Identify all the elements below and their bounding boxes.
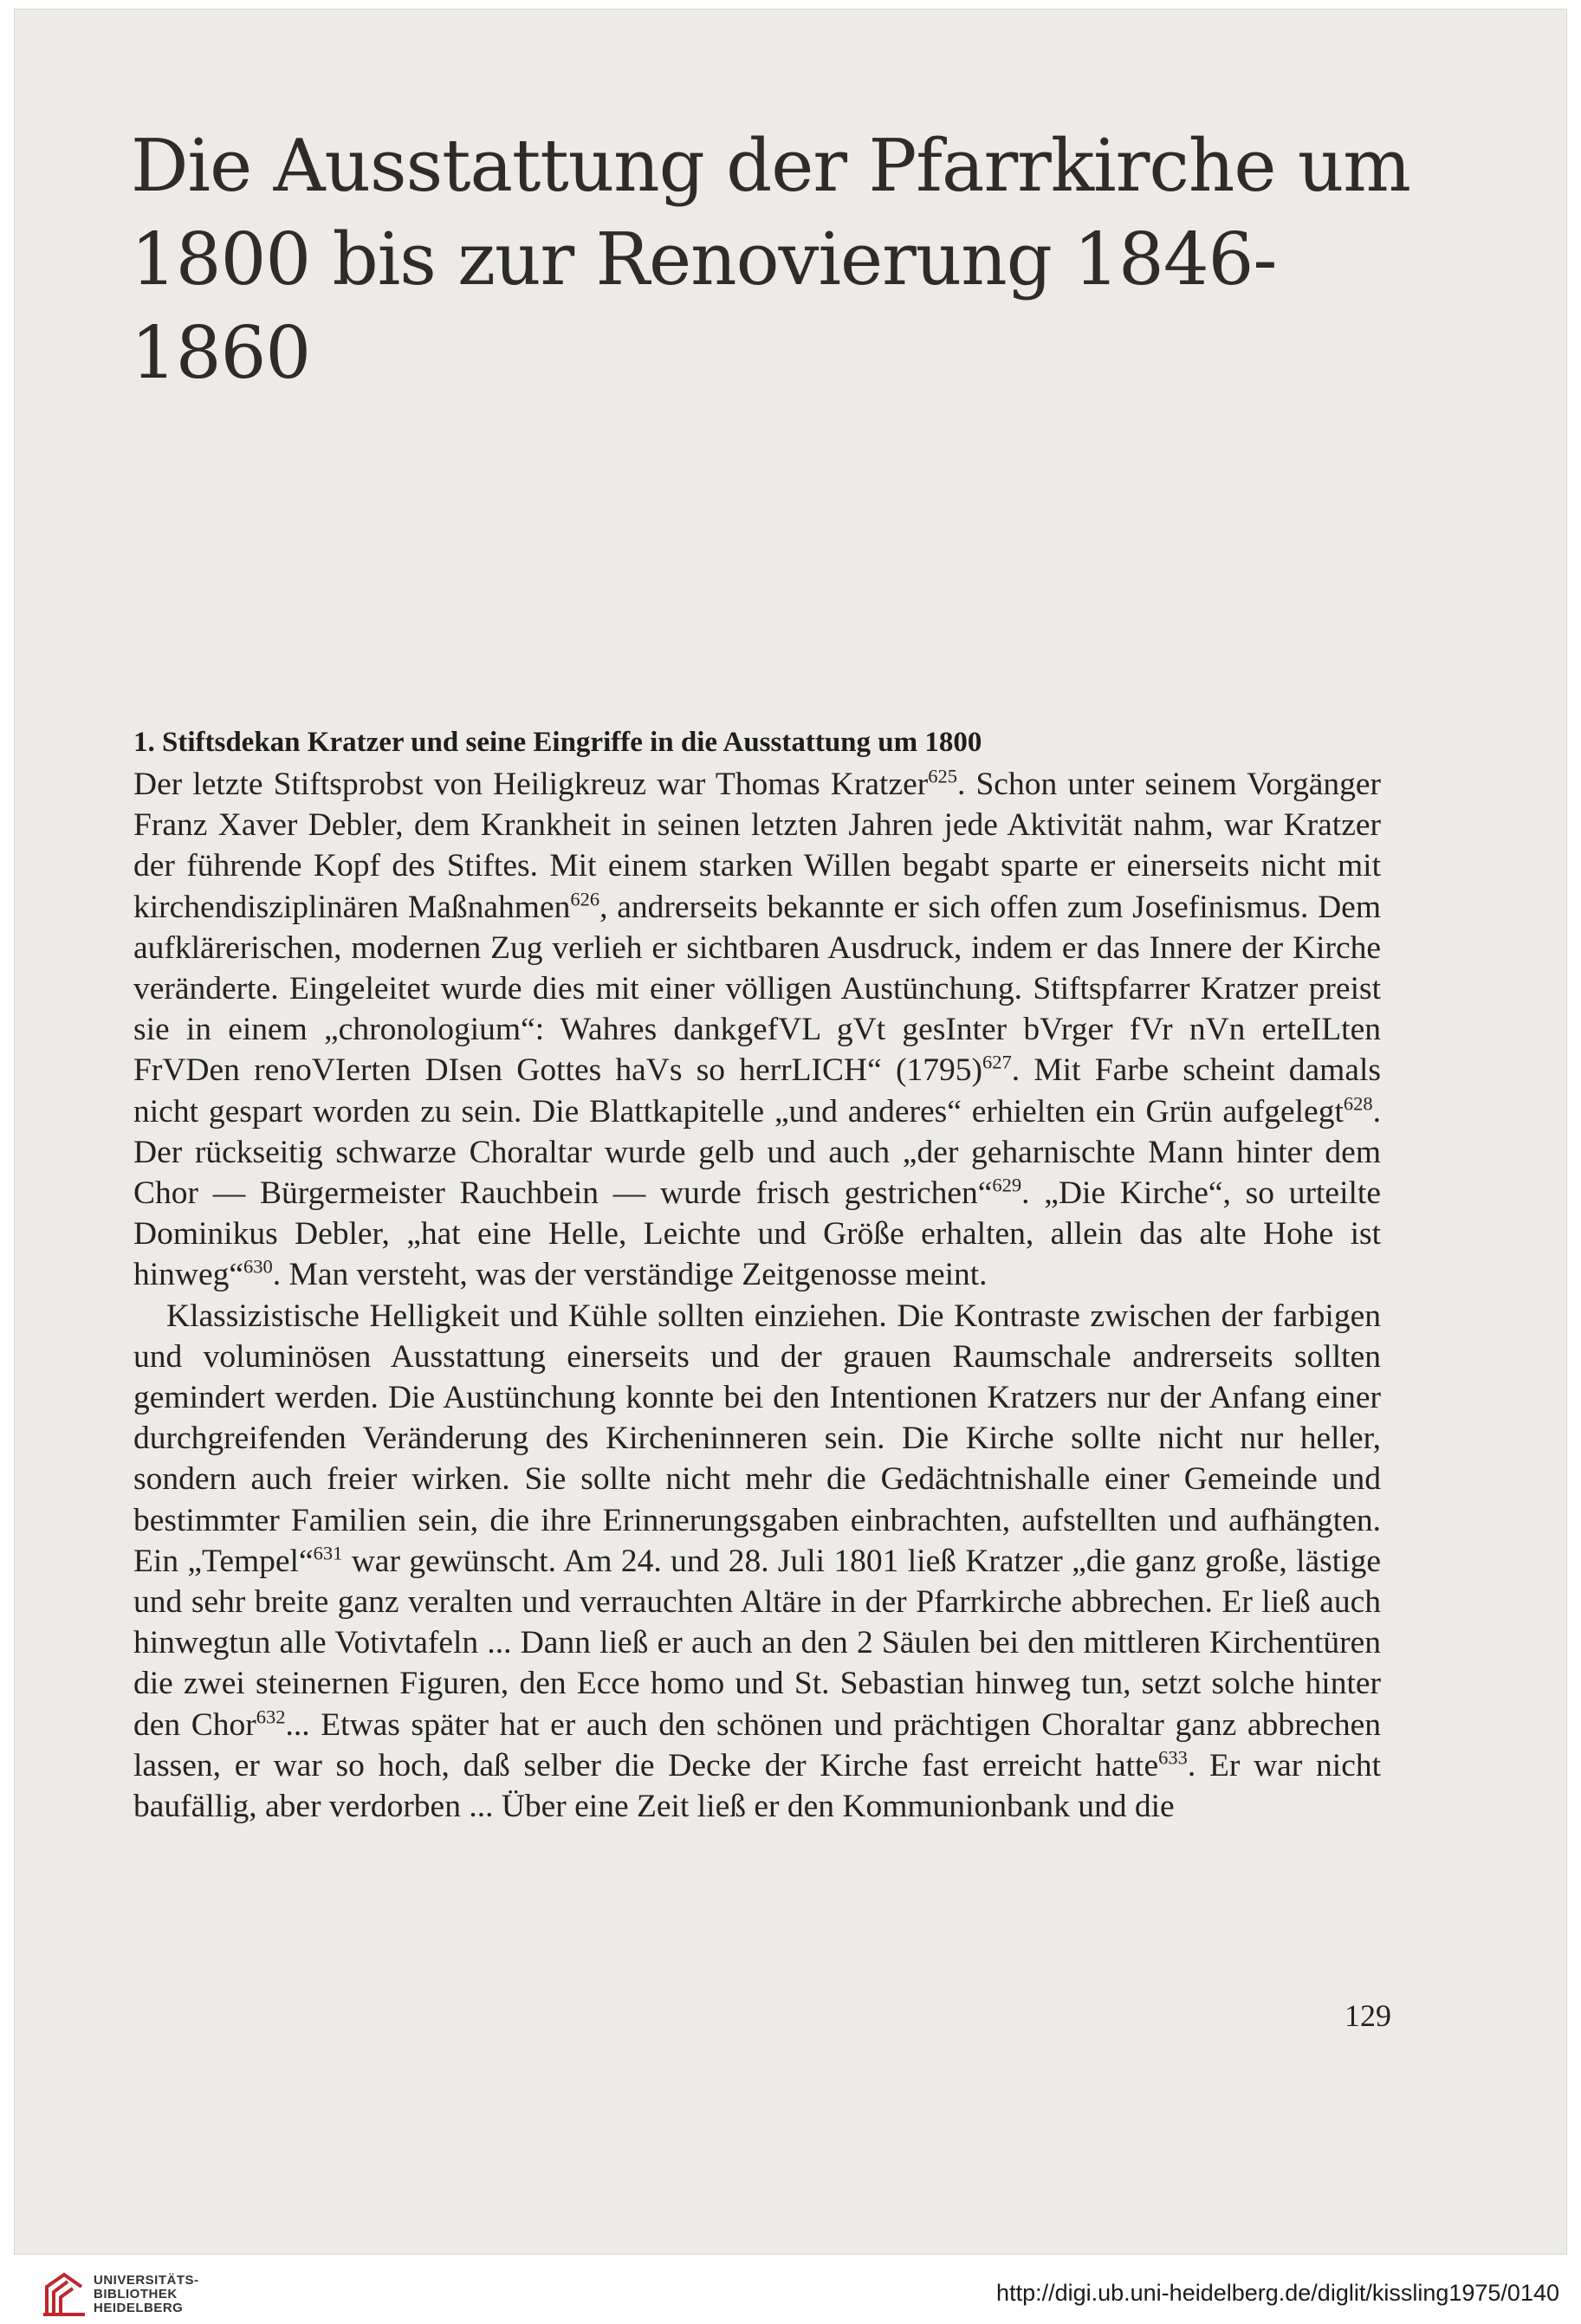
paragraph-2: Klassizistische Helligkeit und Kühle sollten einziehen. Die Kontraste zwischen der farbigen und voluminösen Ausstattung einerseits und der grauen Raumschale andrerseits sollten gemindert werden. Die Austünchung konnte bei den Intentionen Kratzers nur der Anfang einer durchgreifenden Veränderung des Kircheninneren sein. Die Kirche sollte nicht nur heller, sondern auch freier wirken. Sie sollte nicht mehr die Gedächtnishalle einer Gemeinde und bestimmter Familien sein, die ihre Erinnerungsgaben einbrachten, aufstellten und aufhängten. Ein „Tempel“$^{631}$ war gewünscht. Am 24. und 28. Juli 1801 ließ Kratzer „die ganz große, lästige und sehr breite ganz veralten und verrauchten Altäre in der Pfarrkirche abbrechen. Er ließ auch hinwegtun alle Votivtafeln ... Dann ließ er auch an den 2 Säulen bei den mittleren Kirchentüren die zwei steinernen Figuren, den Ecce homo und St. Sebastian hinweg tun, setzt solche hinter den Chor$^{632}$... Etwas später hat er auch den schönen und prächtigen Choraltar ganz abbrechen lassen, er war so hoch, daß selber die Decke der Kirche fast erreicht hatte$^{633}$. Er war nicht baufällig, aber verdorben ... Über eine Zeit ließ er den Kommunionbank und die	[133, 1298, 1382, 1825]
source-url[interactable]: http://digi.ub.uni-heidelberg.de/diglit/kissling1975/0140	[996, 2280, 1559, 2306]
footnote-marker: 627	[982, 1051, 1012, 1073]
footnote-marker: 632	[256, 1706, 286, 1728]
library-name-line-2: BIBLIOTHEK	[94, 2287, 178, 2301]
footnote-marker: 630	[243, 1255, 273, 1278]
library-name-line-3: HEIDELBERG	[94, 2301, 184, 2315]
footnote-marker: 625	[928, 765, 957, 787]
library-logo-icon	[40, 2269, 88, 2318]
library-name	[94, 2274, 199, 2315]
footnote-marker: 626	[570, 888, 600, 910]
scanned-page	[14, 9, 1567, 2255]
footnote-marker: 628	[1343, 1092, 1373, 1115]
page-number: 129	[1344, 1998, 1391, 2033]
paragraph-1: Der letzte Stiftsprobst von Heiligkreuz war Thomas Kratzer$^{625}$. Schon unter seinem Vorgänger Franz Xaver Debler, dem Krankheit in seinen letzten Jahren jede Aktivität nahm, war Kratzer der führende Kopf des Stiftes. Mit einem starken Willen begabt sparte er einerseits nicht mit kirchendisziplinären Maßnahmen$^{626}$, andrerseits bekannte er sich offen zum Josefinismus. Dem aufklärerischen, modernen Zug verlieh er sichtbaren Ausdruck, indem er das Innere der Kirche veränderte. Eingeleitet wurde dies mit einer völligen Austünchung. Stiftspfarrer Kratzer preist sie in einem „chronologium“: Wahres dankgefVL gVt gesInter bVrger fVr nVn erteILten FrVDen renoVIerten DIsen Gottes haVs so herrLICH“ $(1795)^{627}$. Mit Farbe scheint damals nicht gespart worden zu sein. Die Blattkapitelle „und anderes“ erhielten ein Grün aufgelegt$^{628}$. Der rückseitig schwarze Choraltar wurde gelb und auch „der geharnischte Mann hinter dem Chor — Bürgermeister Rauchbein — wurde frisch gestrichen“$^{629}$. „Die Kirche“, so urteilte Dominikus Debler, „hat eine Helle, Leichte und Größe erhalten, allein das alte Hohe ist hinweg“$^{630}$. Man versteht, was der verständige Zeitgenosse meint.	[133, 765, 1381, 1293]
title-line-2: 1800 bis zur Renovierung 1846-1860	[131, 217, 1277, 395]
footer-bar	[0, 2263, 1581, 2324]
footnote-marker: 631	[313, 1542, 343, 1564]
body-text	[133, 764, 1381, 1827]
section-heading: 1. Stiftsdekan Kratzer und seine Eingriffe in die Ausstattung um 1800	[133, 727, 982, 758]
library-name-line-1: UNIVERSITÄTS-	[94, 2273, 199, 2288]
footnote-marker: 633	[1158, 1746, 1188, 1769]
page-title	[131, 120, 1430, 400]
footnote-marker: 629	[992, 1174, 1022, 1196]
title-line-1: Die Ausstattung der Pfarrkirche um	[131, 124, 1410, 208]
